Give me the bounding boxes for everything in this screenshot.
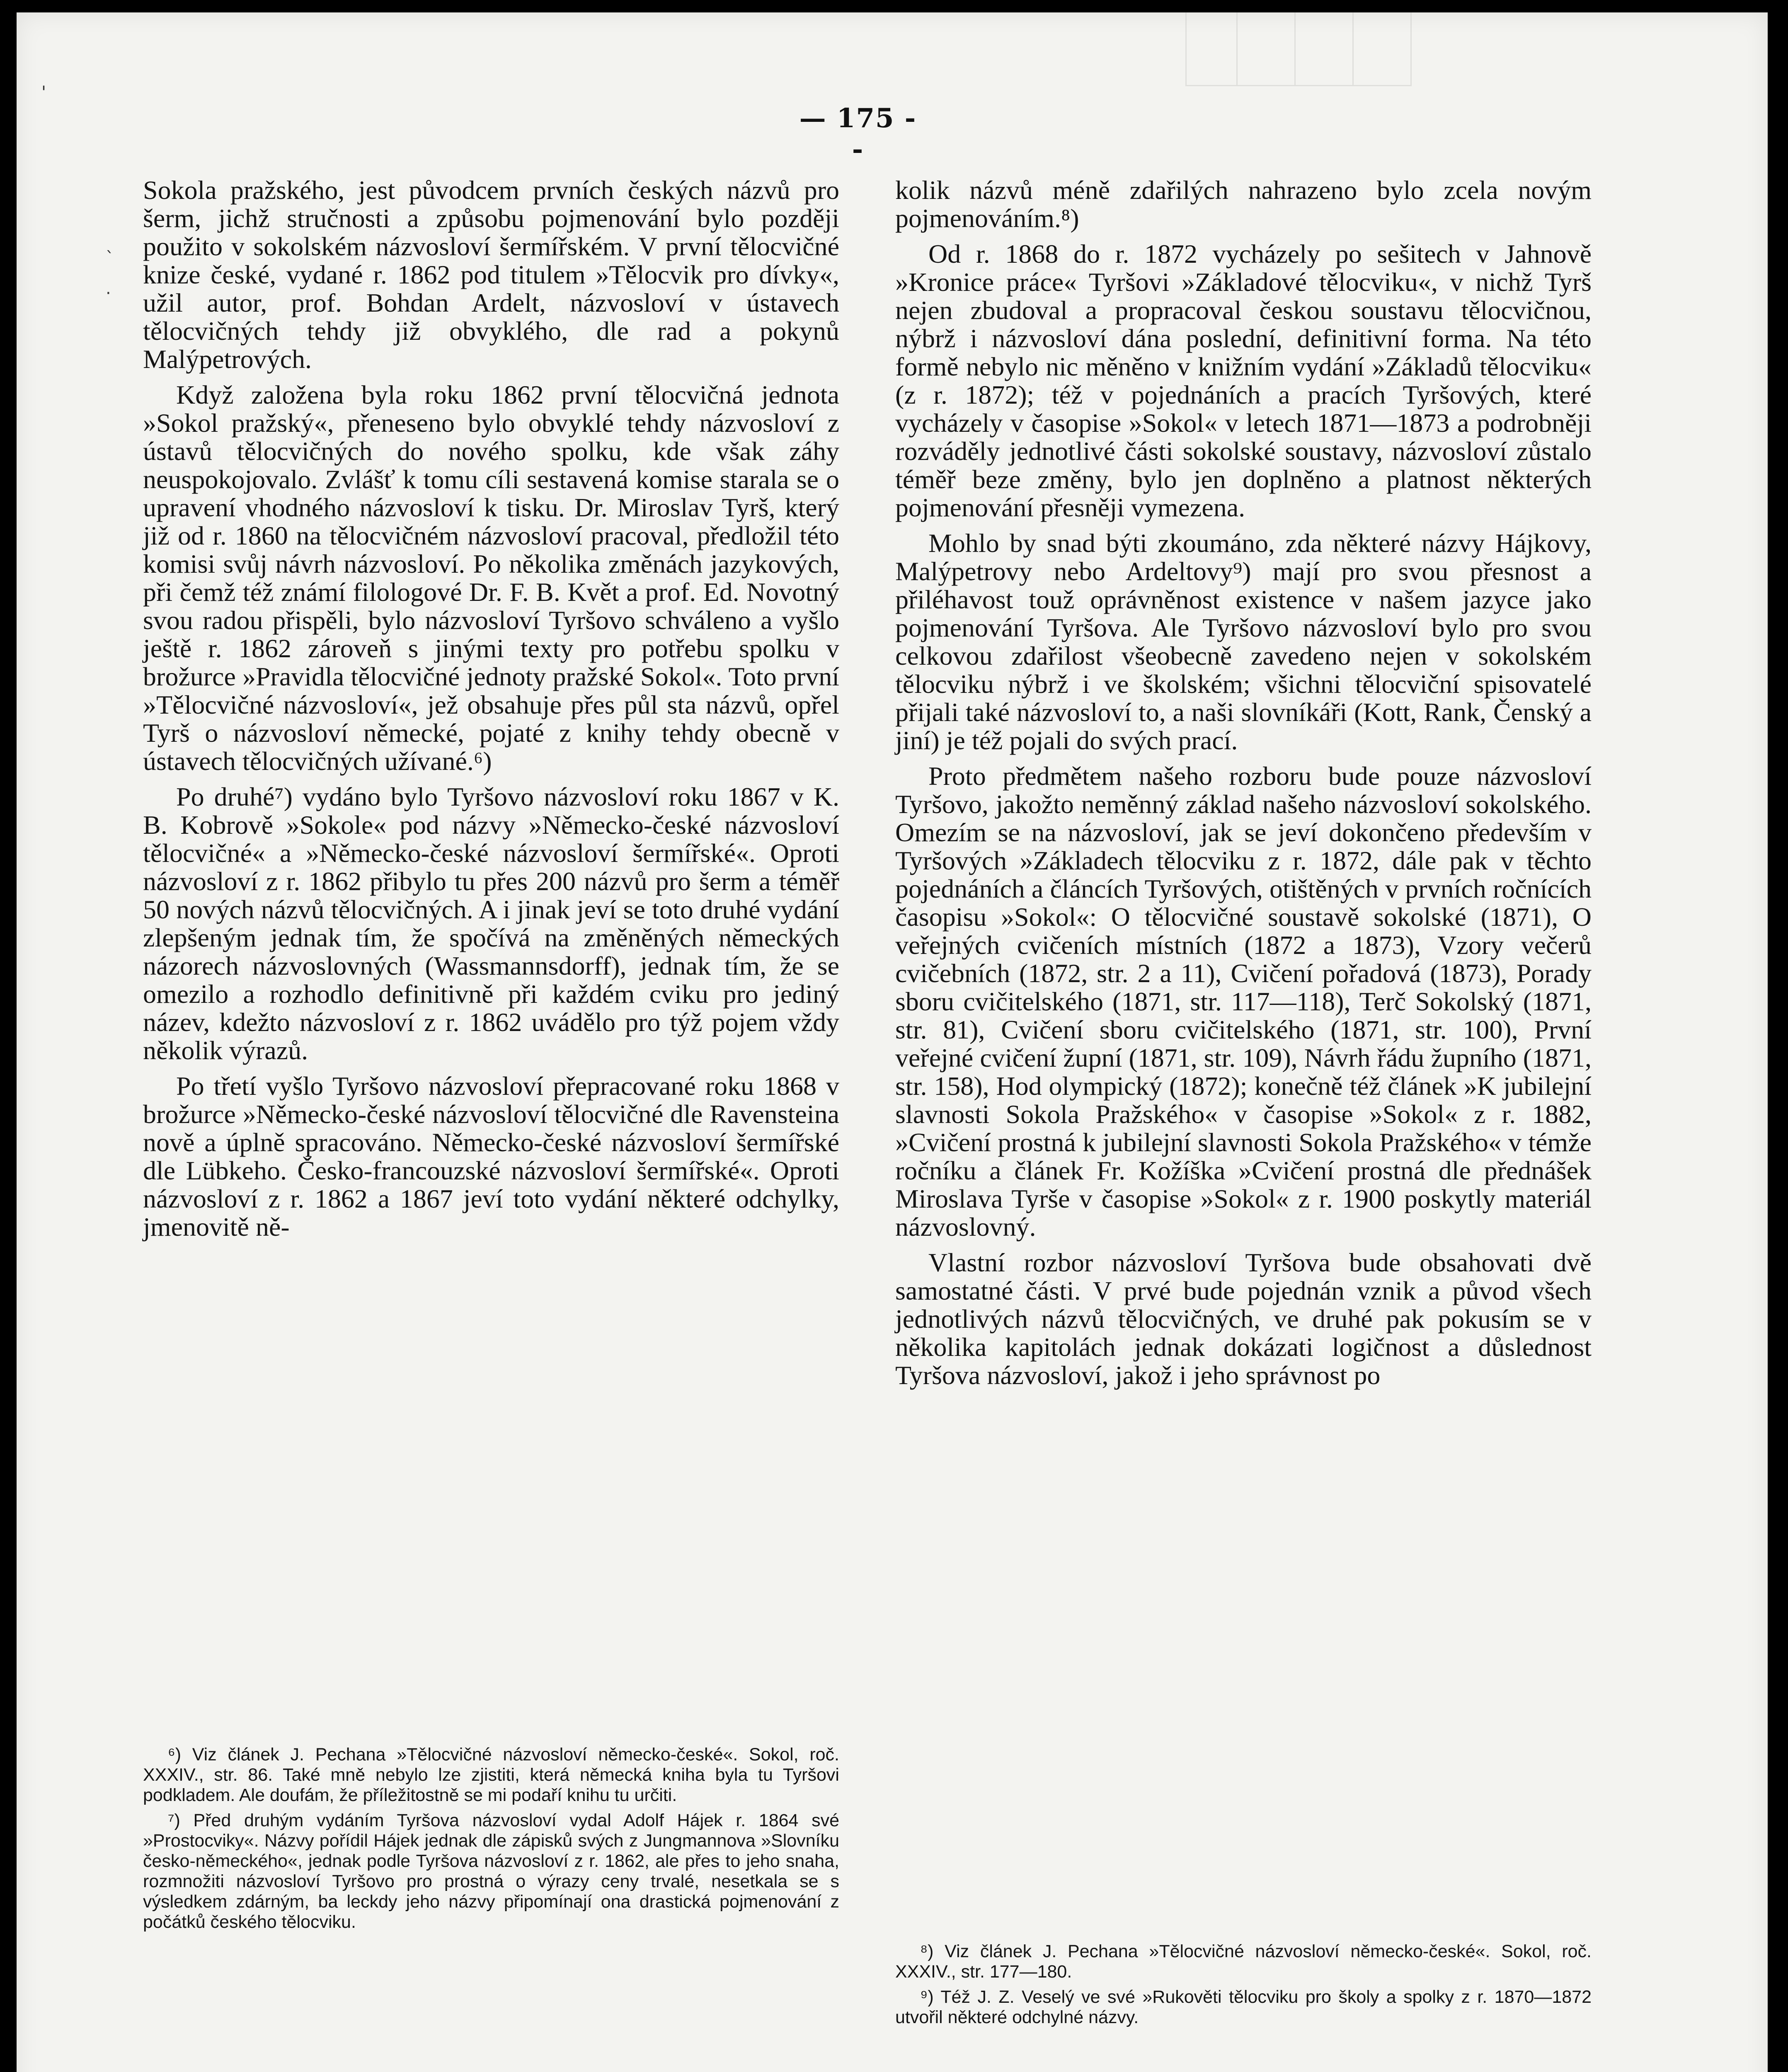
paragraph: kolik názvů méně zdařilých nahrazeno bylo zcela novým pojmenováním.⁸) [895, 175, 1592, 233]
margin-mark: · [106, 284, 111, 303]
right-column [895, 175, 1592, 2027]
paragraph: Vlastní rozbor názvosloví Tyršova bude obsahovati dvě samostatné části. V prvé bude pojednán vznik a původ všech jednotlivých názvů tělocvičných, ve druhé pak pokusím se v několika kapitolách jednak dokázati logičnost a důslednost Tyršova názvosloví, jakož i jeho správnost po [895, 1248, 1592, 1390]
left-column [143, 175, 839, 1932]
paragraph: Po druhé⁷) vydáno bylo Tyršovo názvosloví roku 1867 v K. B. Kobrově »Sokole« pod názvy »Německo-české názvosloví tělocvičné« a »Německo-české názvosloví šermířské«. Oproti názvosloví z r. 1862 přibylo tu přes 200 názvů pro šerm a téměř 50 nových názvů tělocvičných. A i jinak jeví se toto druhé vydání zlepšeným jednak tím, že spočívá na změněných německých názorech názvoslovných (Wassmannsdorff), jednak tím, že se omezilo a rozhodlo definitivně při každém cviku pro jediný název, kdežto názvosloví z r. 1862 uvádělo pro týž pojem vždy několik výrazů. [143, 782, 839, 1065]
footnote: ⁷) Před druhým vydáním Tyršova názvosloví vydal Adolf Hájek r. 1864 své »Prostocviky«. Názvy pořídil Hájek jednak dle zápisků svých z Jungmannova »Slovníku česko-německého«, jednak podle Tyršova názvosloví z r. 1862, ale přes to jeho snaha, rozmnožiti názvosloví Tyršovo pro prostná o výrazy ceny trvalé, nesetkala se s výsledkem zdárným, ba leckdy jeho názvy připomínají ona drastická pojmenování z počátků českého tělocviku. [143, 1811, 839, 1932]
footnote: ⁹) Též J. Z. Veselý ve své »Rukověti tělocviku pro školy a spolky z r. 1870—1872 utvořil některé odchylné názvy. [895, 1987, 1592, 2027]
paragraph: Sokola pražského, jest původcem prvních českých názvů pro šerm, jichž stručnosti a způsobu pojmenování bylo později použito v sokolském názvosloví šermířském. V první tělocvičné knize české, vydané r. 1862 pod titulem »Tělocvik pro dívky«, užil autor, prof. Bohdan Ardelt, názvosloví v ústavech tělocvičných tehdy již obvyklého, dle rad a pokynů Malýpetrových. [143, 175, 839, 374]
paragraph: Proto předmětem našeho rozboru bude pouze názvosloví Tyršovo, jakožto neměnný základ našeho názvosloví sokolského. Omezím se na názvosloví, jak se jeví dokončeno především v Tyršových »Základech tělocviku z r. 1872, dále pak v těchto pojednáních a článcích Tyršových, otištěných v prvních ročnících časopisu »Sokol«: O tělocvičné soustavě sokolské (1871), O veřejných cvičeních místních (1872 a 1873), Vzory večerů cvičebních (1872, str. 2 a 11), Cvičení pořadová (1873), Porady sboru cvičitelského (1871, str. 117—118), Terč Sokolský (1871, str. 81), Cvičení sboru cvičitelského (1871, str. 100), První veřejné cvičení župní (1871, str. 109), Návrh řádu župního (1871, str. 158), Hod olympický (1872); konečně též článek »K jubilejní slavnosti Sokola Pražského« v časopise »Sokol« z r. 1882, »Cvičení prostná k jubilejní slavnosti Sokola Pražského« v témže ročníku a článek Fr. Kožíška »Cvičení prostná dle přednášek Miroslava Tyrše v časopise »Sokol« z r. 1900 poskytly materiál názvoslovný. [895, 761, 1592, 1242]
margin-mark: ` [106, 249, 114, 268]
footnotes [143, 1745, 839, 1937]
book-page [17, 12, 1768, 2072]
footnotes [895, 1941, 1592, 2033]
footnote: ⁶) Viz článek J. Pechana »Tělocvičné názvosloví německo-české«. Sokol, roč. XXXIV., str. 86. Také mně nebylo lze zjistiti, která německá kniha byla tu Tyršovi podkladem. Ale doufám, že příležitostně se mi podaří knihu tu určiti. [143, 1745, 839, 1805]
paragraph: Mohlo by snad býti zkoumáno, zda některé názvy Hájkovy, Malýpetrovy nebo Ardeltovy⁹) mají pro svou přesnost a přiléhavost touž oprávněnost existence v našem jazyce jako pojmenování Tyršova. Ale Tyršovo názvosloví bylo pro svou celkovou zdařilost všeobecně zavedeno nejen v sokolském tělocviku nýbrž i ve školském; všichni tělocviční spisovatelé přijali také názvosloví to, a naši slovníkáři (Kott, Rank, Čenský a jiní) je též pojali do svých prací. [895, 528, 1592, 755]
footnote: ⁸) Viz článek J. Pechana »Tělocvičné názvosloví německo-české«. Sokol, roč. XXXIV., str. 177—180. [895, 1941, 1592, 1982]
paragraph: Když založena byla roku 1862 první tělocvičná jednota »Sokol pražský«, přeneseno bylo obvyklé tehdy názvosloví z ústavů tělocvičných do nového spolku, kde však záhy neuspokojovalo. Zvlášť k tomu cíli sestavená komise starala se o upravení vhodného názvosloví k tisku. Dr. Miroslav Tyrš, který již od r. 1860 na tělocvičném názvosloví pracoval, předložil této komisi svůj návrh názvosloví. Po několika změnách jazykových, při čemž též známí filologové Dr. F. B. Květ a prof. Ed. Novotný svou radou přispěli, bylo názvosloví Tyršovo schváleno a vyšlo ještě r. 1862 zároveň s jinými texty pro potřebu spolku v brožurce »Pravidla tělocvičné jednoty pražské Sokol«. Toto první »Tělocvičné názvosloví«, jež obsahuje přes půl sta názvů, opřel Tyrš o názvosloví německé, pojaté z knihy tehdy obecně v ústavech tělocvičných užívané.⁶) [143, 380, 839, 776]
paragraph: Po třetí vyšlo Tyršovo názvosloví přepracované roku 1868 v brožurce »Německo-české názvosloví tělocvičné dle Ravensteina nově a úplně spracováno. Německo-české názvosloví šermířské dle Lübkeho. Česko-francouzské názvosloví šermířské«. Oproti názvosloví z r. 1862 a 1867 jeví toto vydání některé odchylky, jmenovitě ně- [143, 1071, 839, 1242]
margin-mark: ' [41, 83, 46, 102]
page-number: — 175 - - [799, 103, 917, 165]
paragraph: Od r. 1868 do r. 1872 vycházely po sešitech v Jahnově »Kronice práce« Tyršovi »Základové tělocviku«, v nichž Tyrš nejen zbudoval a propracoval českou soustavu tělocvičnou, nýbrž i názvosloví dána poslední, definitivní forma. Na této formě nebylo nic měněno v knižním vydání »Základů tělocviku« (z r. 1872); též v pojednáních a pracích Tyršových, které vycházely v časopise »Sokol« v letech 1871—1873 a podrobněji rozváděly jednotlivé části sokolské soustavy, názvosloví zůstalo téměř beze změny, bylo jen doplněno a platnost některých pojmenování přesněji vymezena. [895, 239, 1592, 522]
library-stamp [1185, 12, 1412, 86]
